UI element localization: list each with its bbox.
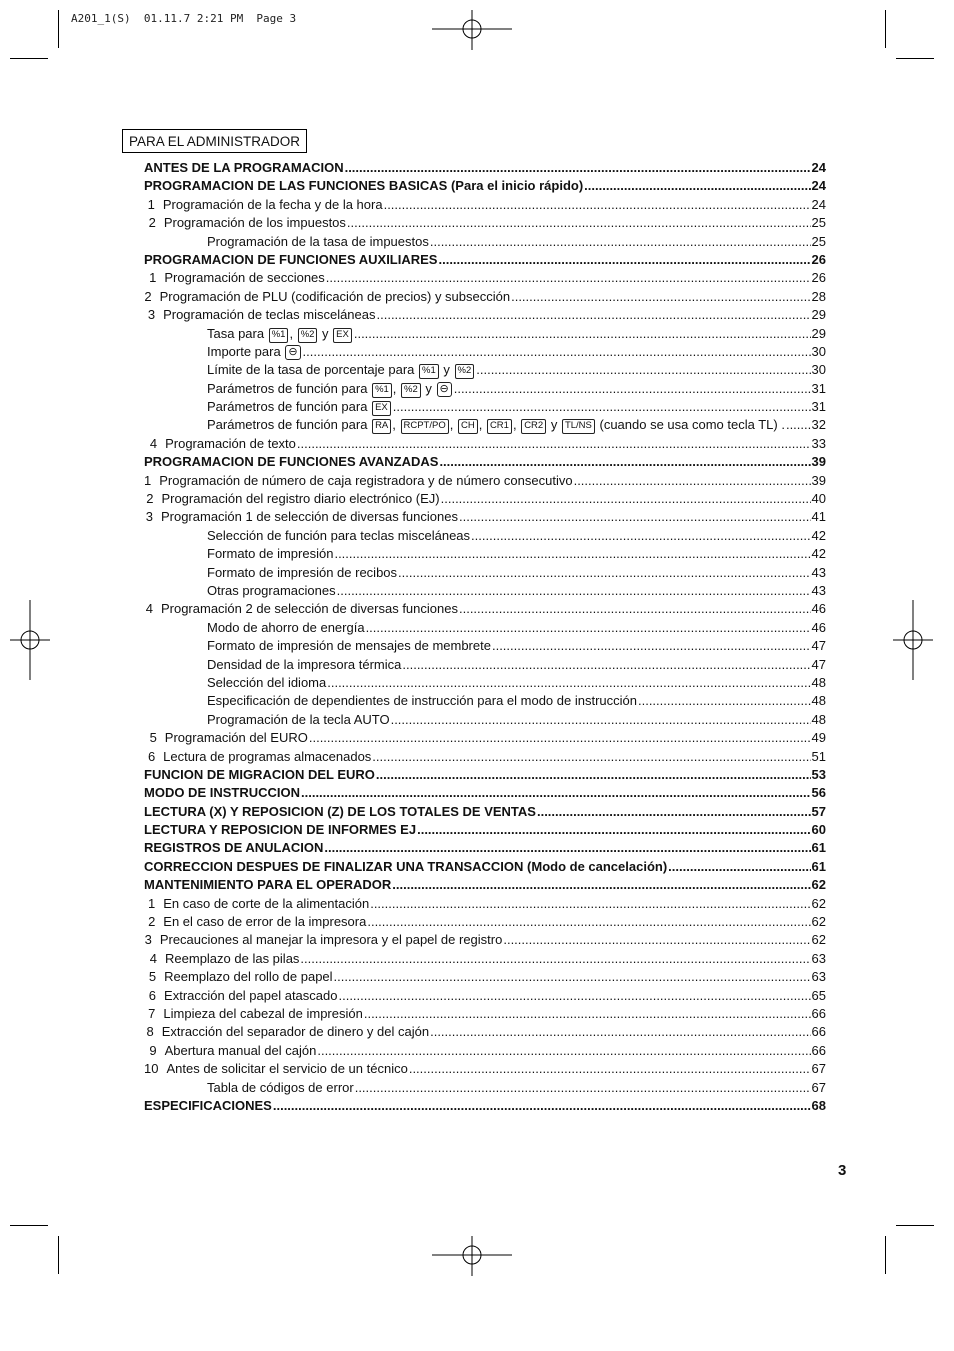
dot-leader	[417, 821, 810, 839]
toc-entry[interactable]	[144, 784, 826, 802]
toc-entry[interactable]	[144, 416, 826, 434]
toc-entry[interactable]	[144, 288, 826, 306]
toc-entry-title: Programación 1 de selección de diversas funciones	[160, 509, 458, 525]
dot-leader	[438, 251, 810, 269]
key-separator: y	[439, 362, 454, 378]
key-cap-icon: TL/NS	[562, 419, 595, 434]
dot-leader	[334, 545, 810, 563]
toc-entry-title: Selección de función para teclas misceláneas	[207, 527, 471, 543]
toc-entry[interactable]	[144, 711, 826, 729]
toc-entry[interactable]	[144, 306, 826, 324]
registration-mark-icon	[10, 600, 50, 680]
toc-entry-number: 1	[144, 472, 152, 488]
toc-entry-title: Límite de la tasa de porcentaje para %1 y %2	[207, 361, 475, 379]
toc-entry-page: 48	[811, 711, 826, 727]
dot-leader	[430, 1023, 810, 1041]
toc-entry-number: 1	[147, 196, 155, 212]
toc-entry-number: 2	[146, 491, 154, 507]
toc-entry[interactable]	[144, 1060, 826, 1078]
toc-entry-page: 63	[811, 969, 826, 985]
toc-entry-title: ANTES DE LA PROGRAMACION	[144, 160, 344, 175]
toc-entry-number: 7	[148, 1005, 156, 1021]
key-separator: ,	[392, 380, 401, 396]
toc-entry-page: 48	[811, 674, 826, 690]
toc-entry-page: 40	[811, 491, 826, 507]
toc-entry-title: Abertura manual del cajón	[164, 1042, 317, 1058]
toc-entry[interactable]	[144, 343, 826, 361]
key-separator: y	[318, 325, 333, 341]
crop-mark	[885, 10, 886, 48]
toc-entry-page: 24	[811, 196, 826, 212]
toc-entry-title: Formato de impresión	[207, 546, 334, 562]
dot-leader	[345, 159, 811, 177]
toc-entry[interactable]	[144, 361, 826, 379]
toc-entry[interactable]	[144, 472, 826, 490]
toc-entry-title: Antes de solicitar el servicio de un técnico	[166, 1061, 408, 1077]
dot-leader	[638, 692, 811, 710]
key-cap-icon: CR1	[487, 419, 512, 434]
toc-entry-page: 32	[811, 417, 826, 433]
key-cap-icon: %2	[298, 328, 318, 343]
toc-entry-number: 5	[149, 730, 157, 746]
key-cap-icon: %2	[401, 383, 421, 398]
toc-entry-page: 66	[811, 1024, 826, 1040]
dot-leader	[364, 1005, 811, 1023]
toc-entry-page: 39	[811, 472, 826, 488]
toc-entry[interactable]	[144, 950, 826, 968]
print-header: A201_1(S) 01.11.7 2:21 PM Page 3	[71, 12, 297, 25]
toc-entry-page: 28	[811, 288, 826, 304]
toc-entry[interactable]	[144, 619, 826, 637]
key-cap-icon: %1	[419, 364, 439, 379]
toc-entry-number: 1	[148, 895, 156, 911]
toc-entry-number: 9	[149, 1042, 157, 1058]
dot-leader	[300, 950, 810, 968]
toc-entry[interactable]	[144, 931, 826, 949]
dot-leader	[441, 490, 811, 508]
key-cap-icon: %1	[269, 328, 289, 343]
dot-leader	[492, 637, 811, 655]
toc-entry-title: MANTENIMIENTO PARA EL OPERADOR	[144, 877, 392, 893]
toc-entry-page: 68	[811, 1097, 826, 1113]
key-cap-icon: CH	[458, 419, 478, 434]
key-cap-icon: %2	[455, 364, 475, 379]
dot-leader	[430, 233, 811, 251]
toc-entry[interactable]	[144, 987, 826, 1005]
dot-leader	[786, 416, 811, 434]
dot-leader	[668, 858, 810, 876]
key-cap-icon: RA	[372, 419, 391, 434]
toc-entry-page: 56	[811, 785, 826, 801]
toc-entry[interactable]	[144, 600, 826, 618]
toc-entry-number: 3	[144, 932, 152, 948]
dot-leader	[398, 564, 811, 582]
toc-entry-title: Selección del idioma	[207, 674, 327, 690]
key-cap-icon: CR2	[521, 419, 546, 434]
toc-entry-page: 46	[811, 619, 826, 635]
registration-mark-icon	[893, 600, 933, 680]
toc-entry-page: 33	[811, 435, 826, 451]
key-cap-icon: EX	[333, 328, 352, 343]
toc-entry[interactable]	[144, 545, 826, 563]
toc-entry-title: Programación de PLU (codificación de precios) y subsección	[159, 288, 511, 304]
dot-leader	[503, 931, 810, 949]
toc-entry[interactable]	[144, 895, 826, 913]
registration-mark-icon	[432, 1236, 512, 1276]
toc-entry-page: 63	[811, 950, 826, 966]
toc-entry-title: PROGRAMACION DE FUNCIONES AVANZADAS	[144, 454, 439, 470]
toc-entry-page: 31	[811, 399, 826, 415]
key-separator: ,	[392, 417, 400, 433]
toc-entry-number: 5	[148, 969, 157, 985]
toc-entry[interactable]	[144, 968, 826, 986]
key-separator: ,	[449, 417, 457, 433]
dot-leader	[334, 968, 811, 986]
dot-leader	[347, 214, 811, 232]
toc-entry-title: PROGRAMACION DE LAS FUNCIONES BASICAS (Para el inicio rápido)	[144, 178, 584, 194]
toc-entry-page: 41	[811, 509, 826, 525]
toc-entry-page: 43	[811, 582, 826, 598]
toc-entry-page: 66	[811, 1005, 826, 1021]
toc-entry-page: 31	[811, 380, 826, 396]
dot-leader	[301, 784, 811, 802]
toc-entry-page: 26	[811, 270, 826, 286]
toc-entry-page: 49	[811, 730, 826, 746]
dot-leader	[439, 453, 810, 471]
toc-entry-number: 4	[145, 601, 153, 617]
key-cap-icon: %1	[372, 383, 392, 398]
toc-entry-page: 39	[811, 454, 826, 470]
toc-entry-title: Formato de impresión de recibos	[207, 564, 398, 580]
toc-entry-number: 6	[148, 987, 157, 1003]
dot-leader	[392, 876, 810, 894]
toc-entry-page: 26	[811, 251, 826, 267]
toc-entry-page: 62	[811, 895, 826, 911]
toc-entry-page: 46	[811, 601, 826, 617]
toc-entry-title: REGISTROS DE ANULACION	[144, 840, 324, 856]
toc-entry-title: Importe para ⊖	[207, 343, 302, 361]
toc-entry[interactable]	[144, 325, 826, 343]
toc-entry[interactable]	[144, 1042, 826, 1060]
toc-entry-number: 1	[149, 270, 157, 286]
toc-entry[interactable]	[144, 564, 826, 582]
toc-entry[interactable]	[144, 1005, 826, 1023]
key-cap-icon: ⊖	[437, 382, 452, 397]
toc-entry-title: Lectura de programas almacenados	[163, 748, 372, 764]
toc-entry-page: 65	[811, 987, 826, 1003]
toc-entry[interactable]	[144, 380, 826, 398]
toc-entry[interactable]	[144, 398, 826, 416]
dot-leader	[372, 748, 810, 766]
toc-entry-page: 30	[811, 343, 826, 359]
toc-entry-number: 3	[145, 509, 153, 525]
toc-entry-title: LECTURA Y REPOSICION DE INFORMES EJ	[144, 822, 417, 838]
dot-leader	[376, 766, 811, 784]
key-separator: y	[547, 417, 561, 433]
toc-entry-page: 48	[811, 693, 826, 709]
toc-entry-page: 67	[811, 1079, 826, 1095]
toc-entry-title: En el caso de error de la impresora	[163, 914, 367, 930]
toc-entry-title: CORRECCION DESPUES DE FINALIZAR UNA TRANSACCION (Modo de cancelación)	[144, 858, 668, 874]
toc-entry[interactable]	[144, 766, 826, 784]
toc-entry-page: 43	[811, 564, 826, 580]
toc-entry-title: Extracción del papel atascado	[164, 987, 338, 1003]
toc-entry-number: 4	[149, 950, 158, 966]
crop-mark	[10, 58, 48, 59]
dot-leader	[537, 803, 811, 821]
toc-entry-title: Reemplazo del rollo de papel	[164, 969, 333, 985]
toc-entry-title: Programación 2 de selección de diversas funciones	[160, 601, 458, 617]
toc-entry[interactable]	[144, 269, 826, 287]
toc-entry-number: 2	[148, 215, 156, 231]
toc-entry-page: 62	[811, 877, 826, 893]
dot-leader	[367, 913, 810, 931]
toc-entry-number: 8	[146, 1024, 154, 1040]
toc-entry-title: Programación de secciones	[164, 270, 325, 286]
toc-entry-page: 42	[811, 527, 826, 543]
dot-leader	[393, 398, 811, 416]
toc-entry-title: En caso de corte de la alimentación	[163, 895, 370, 911]
toc-entry-title: FUNCION DE MIGRACION DEL EURO	[144, 766, 375, 782]
toc-entry-title: ESPECIFICACIONES	[144, 1097, 272, 1113]
toc-entry[interactable]	[144, 177, 826, 195]
toc-entry[interactable]	[144, 582, 826, 600]
dot-leader	[317, 1042, 810, 1060]
crop-mark	[885, 1236, 886, 1274]
toc-entry-page: 25	[811, 215, 826, 231]
dot-leader	[273, 1097, 811, 1115]
toc-entry-title: Programación de teclas misceláneas	[163, 307, 376, 323]
dot-leader	[355, 1079, 811, 1097]
dot-leader	[337, 582, 811, 600]
toc-entry[interactable]	[144, 453, 826, 471]
toc-entry-page: 47	[811, 638, 826, 654]
toc-entry[interactable]	[144, 251, 826, 269]
dot-leader	[297, 435, 811, 453]
crop-mark	[58, 1236, 59, 1274]
toc-entry-page: 24	[811, 178, 826, 194]
key-separator: ,	[478, 417, 486, 433]
dot-leader	[366, 619, 811, 637]
dot-leader	[303, 343, 811, 361]
toc-entry-page: 25	[811, 233, 826, 249]
toc-entry-number: 6	[147, 748, 156, 764]
toc-entry-title: Programación de la tecla AUTO	[207, 711, 390, 727]
toc-entry-title: Parámetros de función para %1 , %2 y ⊖	[207, 380, 453, 398]
toc-entry-page: 29	[811, 307, 826, 323]
key-cap-icon: ⊖	[285, 345, 300, 360]
dot-leader	[454, 380, 811, 398]
dot-leader	[354, 325, 811, 343]
toc-entry[interactable]	[144, 435, 826, 453]
dot-leader	[326, 269, 811, 287]
toc-entry-title: Programación de la tasa de impuestos	[207, 233, 429, 249]
toc-entry[interactable]	[144, 1079, 826, 1097]
toc-entry-page: 47	[811, 656, 826, 672]
toc-entry[interactable]	[144, 821, 826, 839]
dot-leader	[309, 729, 811, 747]
dot-leader	[391, 711, 811, 729]
toc-entry-page: 61	[811, 840, 826, 856]
toc-entry-title: Programación del registro diario electrónico (EJ)	[161, 491, 440, 507]
toc-entry[interactable]	[144, 527, 826, 545]
toc-entry[interactable]	[144, 839, 826, 857]
toc-entry-number: 4	[149, 435, 158, 451]
toc-entry-page: 61	[811, 858, 826, 874]
toc-entry-number: 2	[144, 288, 152, 304]
toc-entry[interactable]	[144, 490, 826, 508]
key-separator: ,	[289, 325, 297, 341]
toc-entry-title: PROGRAMACION DE FUNCIONES AUXILIARES	[144, 251, 438, 267]
toc-entry-title: Reemplazo de las pilas	[165, 950, 300, 966]
toc-entry-page: 62	[811, 932, 826, 948]
toc-entry[interactable]	[144, 1097, 826, 1115]
toc-entry[interactable]	[144, 508, 826, 526]
toc-entry-title: Limpieza del cabezal de impresión	[163, 1005, 363, 1021]
toc-entry-title: MODO DE INSTRUCCION	[144, 785, 300, 801]
dot-leader	[384, 196, 811, 214]
toc-entry-page: 57	[811, 803, 826, 819]
dot-leader	[476, 361, 810, 379]
toc-entry-page: 67	[811, 1061, 826, 1077]
toc-entry[interactable]	[144, 803, 826, 821]
toc-entry-title: Formato de impresión de mensajes de membrete	[207, 638, 491, 654]
crop-mark	[10, 1225, 48, 1226]
toc-entry-title: Precauciones al manejar la impresora y el papel de registro	[159, 932, 503, 948]
dot-leader	[402, 656, 810, 674]
toc-entry-page: 53	[811, 766, 826, 782]
dot-leader	[327, 674, 810, 692]
toc-entry[interactable]	[144, 1023, 826, 1041]
toc-entry[interactable]	[144, 913, 826, 931]
toc-entry-title: Densidad de la impresora térmica	[207, 656, 402, 672]
dot-leader	[324, 839, 810, 857]
toc-entry-title: Parámetros de función para EX	[207, 398, 392, 416]
toc-entry[interactable]	[144, 674, 826, 692]
toc-entry-page: 24	[811, 160, 826, 175]
dot-leader	[377, 306, 811, 324]
toc-entry-page: 51	[811, 748, 826, 764]
toc-entry[interactable]	[144, 159, 826, 177]
dot-leader	[338, 987, 810, 1005]
toc-entry-title: LECTURA (X) Y REPOSICION (Z) DE LOS TOTALES DE VENTAS	[144, 803, 536, 819]
toc-entry-title: Programación de texto	[165, 435, 296, 451]
table-of-contents	[144, 159, 826, 1115]
dot-leader	[459, 508, 811, 526]
toc-entry[interactable]	[144, 692, 826, 710]
toc-entry-title: Parámetros de función para RA , RCPT/PO , CH , CR1 , CR2 y TL/NS (cuando se usa como tecla TL) .	[207, 417, 785, 433]
dot-leader	[459, 600, 811, 618]
key-separator: ,	[512, 417, 521, 433]
toc-entry[interactable]	[144, 876, 826, 894]
crop-mark	[58, 10, 59, 48]
toc-entry-title: Modo de ahorro de energía	[207, 619, 365, 635]
toc-entry[interactable]	[144, 214, 826, 232]
toc-entry-title: Extracción del separador de dinero y del cajón	[161, 1024, 430, 1040]
key-cap-icon: EX	[372, 401, 391, 416]
toc-entry-title: Otras programaciones	[207, 582, 336, 598]
section-label: PARA EL ADMINISTRADOR	[122, 129, 307, 153]
toc-entry-page: 29	[811, 325, 826, 341]
toc-entry-title: Tabla de códigos de error	[207, 1079, 354, 1095]
dot-leader	[584, 177, 810, 195]
toc-entry-title: Programación de los impuestos	[163, 215, 346, 231]
toc-entry-number: 2	[148, 914, 156, 930]
toc-entry[interactable]	[144, 858, 826, 876]
crop-mark	[896, 1225, 934, 1226]
toc-entry-suffix: (cuando se usa como tecla TL) .	[595, 417, 785, 433]
toc-entry-title: Especificación de dependientes de instrucción para el modo de instrucción	[207, 693, 637, 709]
dot-leader	[370, 895, 810, 913]
page-number: 3	[838, 1162, 847, 1179]
toc-entry[interactable]	[144, 637, 826, 655]
registration-mark-icon	[432, 10, 512, 50]
toc-entry-page: 66	[811, 1042, 826, 1058]
toc-entry-title: Programación del EURO	[164, 730, 308, 746]
toc-entry-page: 42	[811, 546, 826, 562]
crop-mark	[896, 58, 934, 59]
key-cap-icon: RCPT/PO	[401, 419, 449, 434]
toc-entry-title: Tasa para %1 , %2 y EX	[207, 325, 353, 343]
toc-entry[interactable]	[144, 748, 826, 766]
toc-entry-number: 3	[147, 307, 156, 323]
toc-entry-page: 62	[811, 914, 826, 930]
toc-entry-page: 60	[811, 822, 826, 838]
toc-entry[interactable]	[144, 729, 826, 747]
dot-leader	[511, 288, 810, 306]
toc-entry-number: 10	[144, 1061, 159, 1077]
toc-entry[interactable]	[144, 656, 826, 674]
toc-entry-title: Programación de la fecha y de la hora	[162, 196, 383, 212]
toc-entry-page: 30	[811, 362, 826, 378]
dot-leader	[471, 527, 810, 545]
toc-entry[interactable]	[144, 196, 826, 214]
toc-entry[interactable]	[144, 233, 826, 251]
dot-leader	[409, 1060, 811, 1078]
dot-leader	[574, 472, 811, 490]
key-separator: y	[421, 380, 436, 396]
toc-entry-title: Programación de número de caja registradora y de número consecutivo	[159, 472, 573, 488]
